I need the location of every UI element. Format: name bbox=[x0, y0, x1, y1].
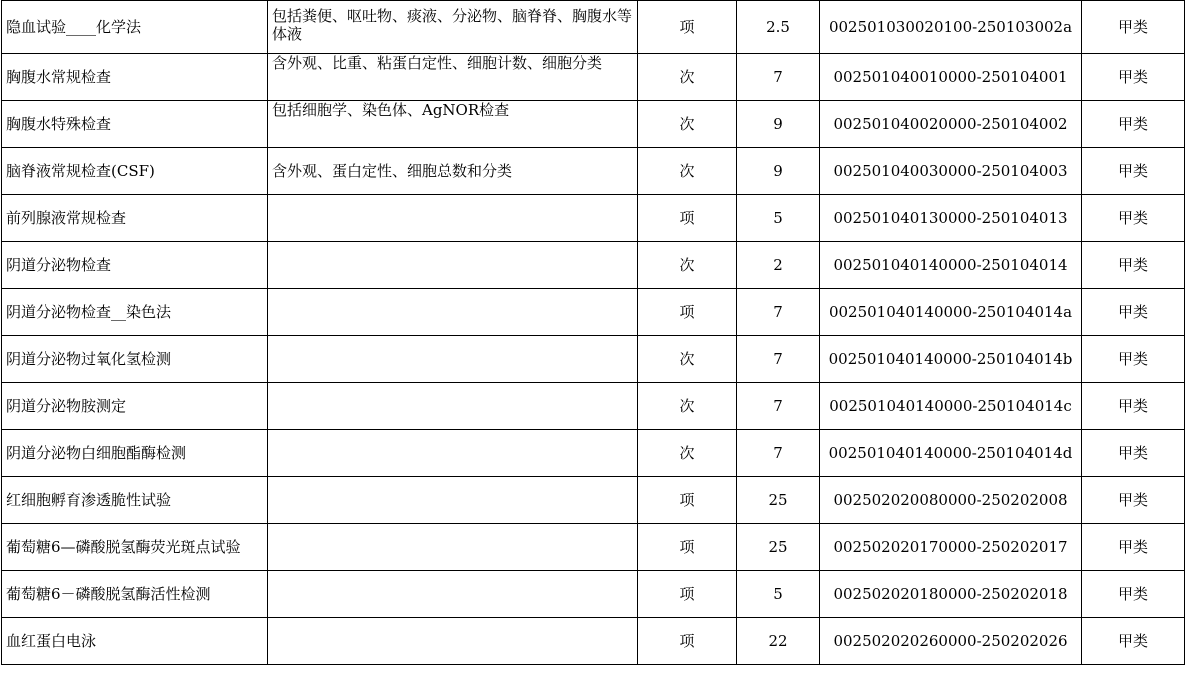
item-code-cell: 002502020180000-250202018 bbox=[820, 571, 1082, 618]
item-code-cell: 002502020260000-250202026 bbox=[820, 618, 1082, 665]
item-name-cell: 胸腹水常规检查 bbox=[2, 54, 268, 101]
item-code-cell: 002501040140000-250104014a bbox=[820, 289, 1082, 336]
table-row bbox=[2, 242, 1185, 289]
item-category-cell: 甲类 bbox=[1082, 571, 1185, 618]
item-price-cell: 7 bbox=[737, 430, 820, 477]
table-row bbox=[2, 1, 1185, 54]
item-category-cell: 甲类 bbox=[1082, 336, 1185, 383]
item-category-cell: 甲类 bbox=[1082, 524, 1185, 571]
item-description-cell bbox=[268, 242, 638, 289]
item-category-cell: 甲类 bbox=[1082, 148, 1185, 195]
item-description-cell bbox=[268, 383, 638, 430]
table-row bbox=[2, 430, 1185, 477]
item-unit-cell: 项 bbox=[638, 289, 737, 336]
item-code-cell: 002502020080000-250202008 bbox=[820, 477, 1082, 524]
item-price-cell: 7 bbox=[737, 336, 820, 383]
item-description-cell bbox=[268, 524, 638, 571]
item-category-cell: 甲类 bbox=[1082, 101, 1185, 148]
item-name-cell: 葡萄糖6—磷酸脱氢酶荧光斑点试验 bbox=[2, 524, 268, 571]
table-row bbox=[2, 101, 1185, 148]
item-code-cell: 002501040030000-250104003 bbox=[820, 148, 1082, 195]
item-description-cell bbox=[268, 195, 638, 242]
fee-table bbox=[1, 0, 1185, 665]
item-price-cell: 2 bbox=[737, 242, 820, 289]
item-description-cell bbox=[268, 430, 638, 477]
item-price-cell: 9 bbox=[737, 101, 820, 148]
item-code-cell: 002501040140000-250104014d bbox=[820, 430, 1082, 477]
table-row bbox=[2, 618, 1185, 665]
item-code-cell: 002501040130000-250104013 bbox=[820, 195, 1082, 242]
item-description-cell bbox=[268, 618, 638, 665]
item-unit-cell: 次 bbox=[638, 336, 737, 383]
item-unit-cell: 项 bbox=[638, 477, 737, 524]
item-name-cell: 阴道分泌物白细胞酯酶检测 bbox=[2, 430, 268, 477]
table-row bbox=[2, 148, 1185, 195]
item-category-cell: 甲类 bbox=[1082, 477, 1185, 524]
item-price-cell: 7 bbox=[737, 54, 820, 101]
item-description-cell bbox=[268, 571, 638, 618]
item-category-cell: 甲类 bbox=[1082, 1, 1185, 54]
item-category-cell: 甲类 bbox=[1082, 430, 1185, 477]
item-name-cell: 隐血试验____化学法 bbox=[2, 1, 268, 54]
item-category-cell: 甲类 bbox=[1082, 289, 1185, 336]
item-unit-cell: 项 bbox=[638, 571, 737, 618]
item-unit-cell: 项 bbox=[638, 618, 737, 665]
item-name-cell: 血红蛋白电泳 bbox=[2, 618, 268, 665]
item-price-cell: 9 bbox=[737, 148, 820, 195]
item-name-cell: 胸腹水特殊检查 bbox=[2, 101, 268, 148]
item-unit-cell: 项 bbox=[638, 195, 737, 242]
item-category-cell: 甲类 bbox=[1082, 618, 1185, 665]
item-name-cell: 脑脊液常规检查(CSF) bbox=[2, 148, 268, 195]
item-category-cell: 甲类 bbox=[1082, 242, 1185, 289]
item-description-cell bbox=[268, 289, 638, 336]
table-row bbox=[2, 477, 1185, 524]
table-row bbox=[2, 289, 1185, 336]
item-code-cell: 002501040010000-250104001 bbox=[820, 54, 1082, 101]
item-price-cell: 25 bbox=[737, 524, 820, 571]
table-row bbox=[2, 195, 1185, 242]
item-name-cell: 阴道分泌物检查__染色法 bbox=[2, 289, 268, 336]
table-row bbox=[2, 571, 1185, 618]
item-category-cell: 甲类 bbox=[1082, 54, 1185, 101]
item-price-cell: 2.5 bbox=[737, 1, 820, 54]
item-category-cell: 甲类 bbox=[1082, 383, 1185, 430]
item-code-cell: 002501040020000-250104002 bbox=[820, 101, 1082, 148]
table-row bbox=[2, 336, 1185, 383]
item-name-cell: 阴道分泌物过氧化氢检测 bbox=[2, 336, 268, 383]
item-unit-cell: 次 bbox=[638, 148, 737, 195]
item-unit-cell: 次 bbox=[638, 101, 737, 148]
item-description-cell bbox=[268, 477, 638, 524]
item-price-cell: 7 bbox=[737, 383, 820, 430]
item-name-cell: 葡萄糖6－磷酸脱氢酶活性检测 bbox=[2, 571, 268, 618]
item-code-cell: 002502020170000-250202017 bbox=[820, 524, 1082, 571]
table-row bbox=[2, 54, 1185, 101]
item-code-cell: 002501040140000-250104014 bbox=[820, 242, 1082, 289]
item-unit-cell: 项 bbox=[638, 1, 737, 54]
item-price-cell: 25 bbox=[737, 477, 820, 524]
item-name-cell: 阴道分泌物胺测定 bbox=[2, 383, 268, 430]
item-name-cell: 前列腺液常规检查 bbox=[2, 195, 268, 242]
item-name-cell: 阴道分泌物检查 bbox=[2, 242, 268, 289]
item-unit-cell: 项 bbox=[638, 524, 737, 571]
item-unit-cell: 次 bbox=[638, 430, 737, 477]
item-description-cell: 含外观、蛋白定性、细胞总数和分类 bbox=[268, 148, 638, 195]
item-description-cell: 包括细胞学、染色体、AgNOR检查 bbox=[268, 101, 638, 148]
fee-table-body bbox=[2, 1, 1185, 665]
item-category-cell: 甲类 bbox=[1082, 195, 1185, 242]
item-code-cell: 002501030020100-250103002a bbox=[820, 1, 1082, 54]
item-unit-cell: 次 bbox=[638, 242, 737, 289]
table-row bbox=[2, 383, 1185, 430]
item-description-cell bbox=[268, 336, 638, 383]
item-price-cell: 5 bbox=[737, 195, 820, 242]
item-price-cell: 22 bbox=[737, 618, 820, 665]
item-price-cell: 5 bbox=[737, 571, 820, 618]
item-description-cell: 包括粪便、呕吐物、痰液、分泌物、脑脊脊、胸腹水等体液 bbox=[268, 1, 638, 54]
item-price-cell: 7 bbox=[737, 289, 820, 336]
item-code-cell: 002501040140000-250104014b bbox=[820, 336, 1082, 383]
item-unit-cell: 次 bbox=[638, 54, 737, 101]
item-unit-cell: 次 bbox=[638, 383, 737, 430]
item-code-cell: 002501040140000-250104014c bbox=[820, 383, 1082, 430]
item-description-cell: 含外观、比重、粘蛋白定性、细胞计数、细胞分类 bbox=[268, 54, 638, 101]
table-row bbox=[2, 524, 1185, 571]
item-name-cell: 红细胞孵育渗透脆性试验 bbox=[2, 477, 268, 524]
